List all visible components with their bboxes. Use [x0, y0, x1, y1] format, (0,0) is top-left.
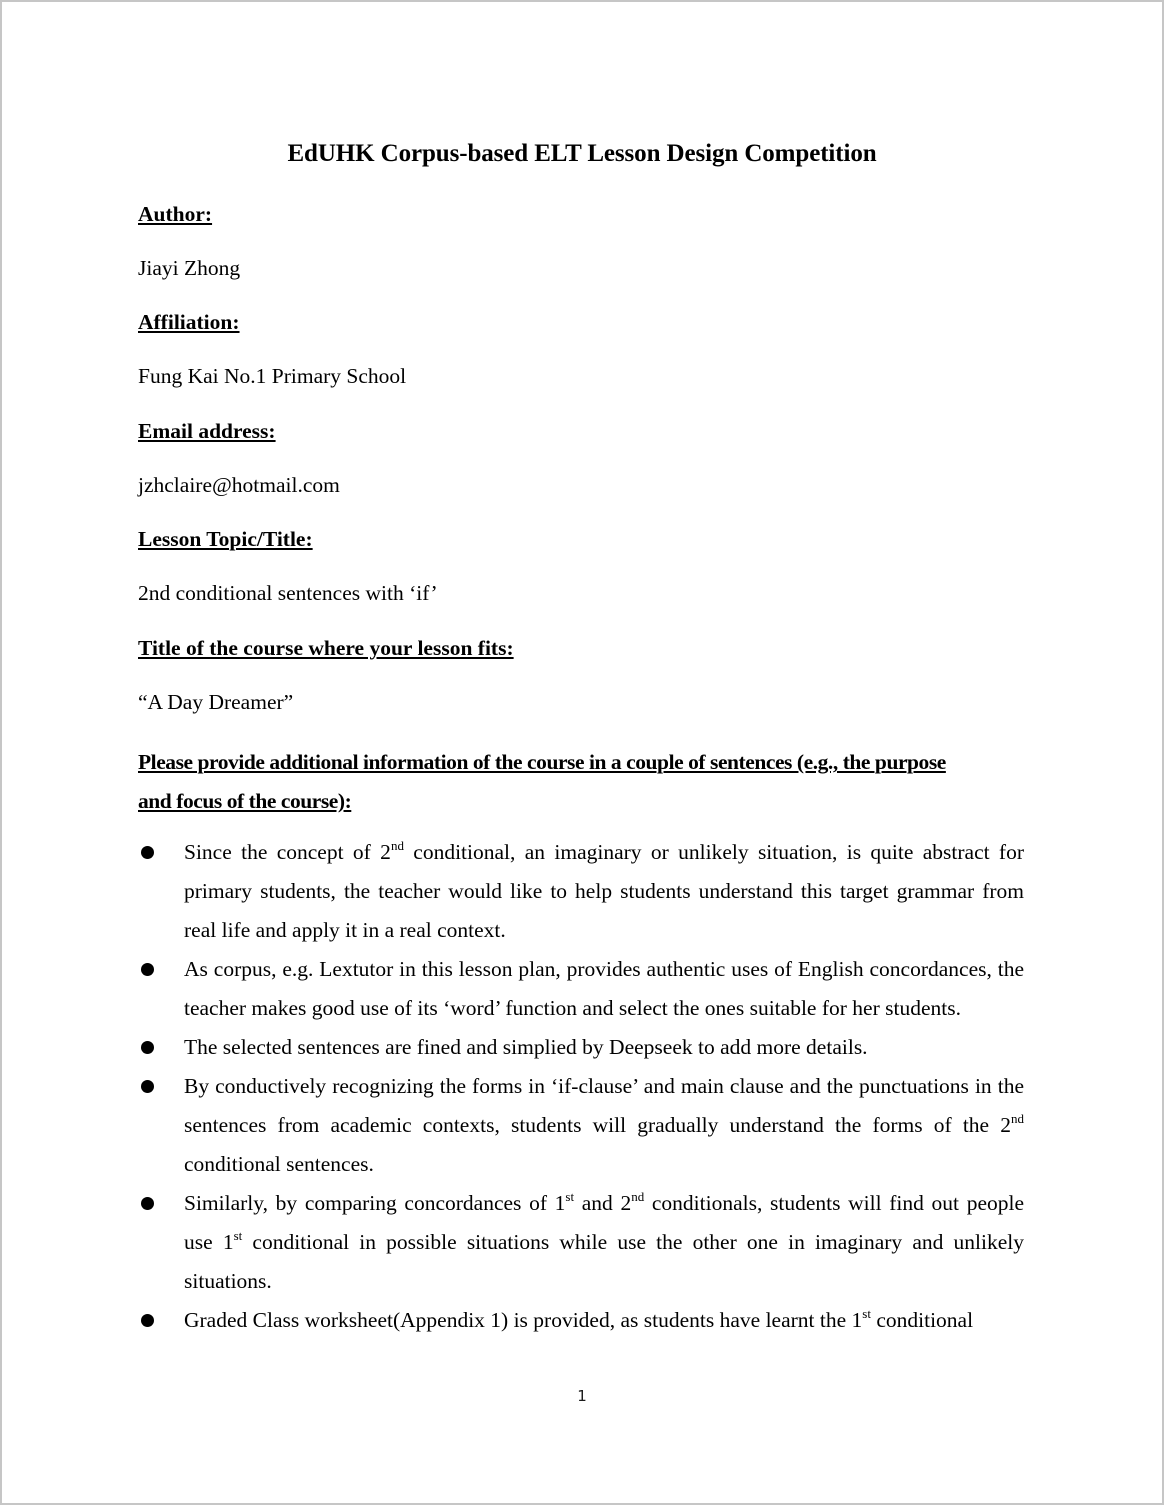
affiliation-value: Fung Kai No.1 Primary School [138, 364, 407, 388]
lesson-topic-value: 2nd conditional sentences with ‘if’ [138, 581, 438, 605]
additional-info-label: Please provide additional information of the course in a couple of sentences (e.g., the purpose and focus of the course): [138, 750, 946, 813]
list-item [138, 1028, 1024, 1067]
list-item-text: Graded Class worksheet(Appendix 1) is provided, as students have learnt the 1st conditional [184, 1306, 974, 1332]
email-value: jzhclaire@hotmail.com [138, 473, 340, 497]
bullet-icon [141, 1041, 154, 1054]
page-number: 1 [577, 1387, 587, 1405]
author-label: Author: [138, 202, 213, 226]
author-value: Jiayi Zhong [138, 256, 241, 280]
list-item [138, 950, 1024, 1028]
list-item-text: The selected sentences are fined and simplied by Deepseek to add more details. [184, 1035, 868, 1059]
list-item-text: By conductively recognizing the forms in ‘if-clause’ and main clause and the punctuations in the sentences from academic contexts, students will gradually understand the forms of the 2nd conditional sentences. [184, 1074, 1024, 1176]
course-title-value: “A Day Dreamer” [138, 690, 294, 714]
list-item-text: Since the concept of 2nd conditional, an imaginary or unlikely situation, is quite abstract for primary students, the teacher would like to help students understand this target grammar from real life and apply it in a real context. [184, 838, 1024, 942]
list-item-text: As corpus, e.g. Lextutor in this lesson plan, provides authentic uses of English concordances, the teacher makes good use of its ‘word’ function and select the ones suitable for her students. [184, 957, 1024, 1020]
affiliation-label: Affiliation: [138, 310, 240, 334]
bullet-icon [141, 963, 154, 976]
list-item [138, 1184, 1024, 1301]
bullet-icon [141, 1080, 154, 1093]
document-title: EdUHK Corpus-based ELT Lesson Design Competition [287, 140, 877, 167]
lesson-topic-label: Lesson Topic/Title: [138, 527, 313, 551]
bullet-icon [141, 846, 154, 859]
list-item [138, 1301, 1024, 1340]
email-label: Email address: [138, 419, 276, 443]
course-title-label: Title of the course where your lesson fits: [138, 636, 514, 660]
course-info-list [138, 833, 1024, 1340]
bullet-icon [141, 1314, 154, 1327]
list-item [138, 833, 1024, 950]
bullet-icon [141, 1197, 154, 1210]
list-item [138, 1067, 1024, 1184]
list-item-text: Similarly, by comparing concordances of 1st and 2nd conditionals, students will find out people use 1st conditional in possible situations while use the other one in imaginary and unlikely situations. [184, 1189, 1024, 1293]
